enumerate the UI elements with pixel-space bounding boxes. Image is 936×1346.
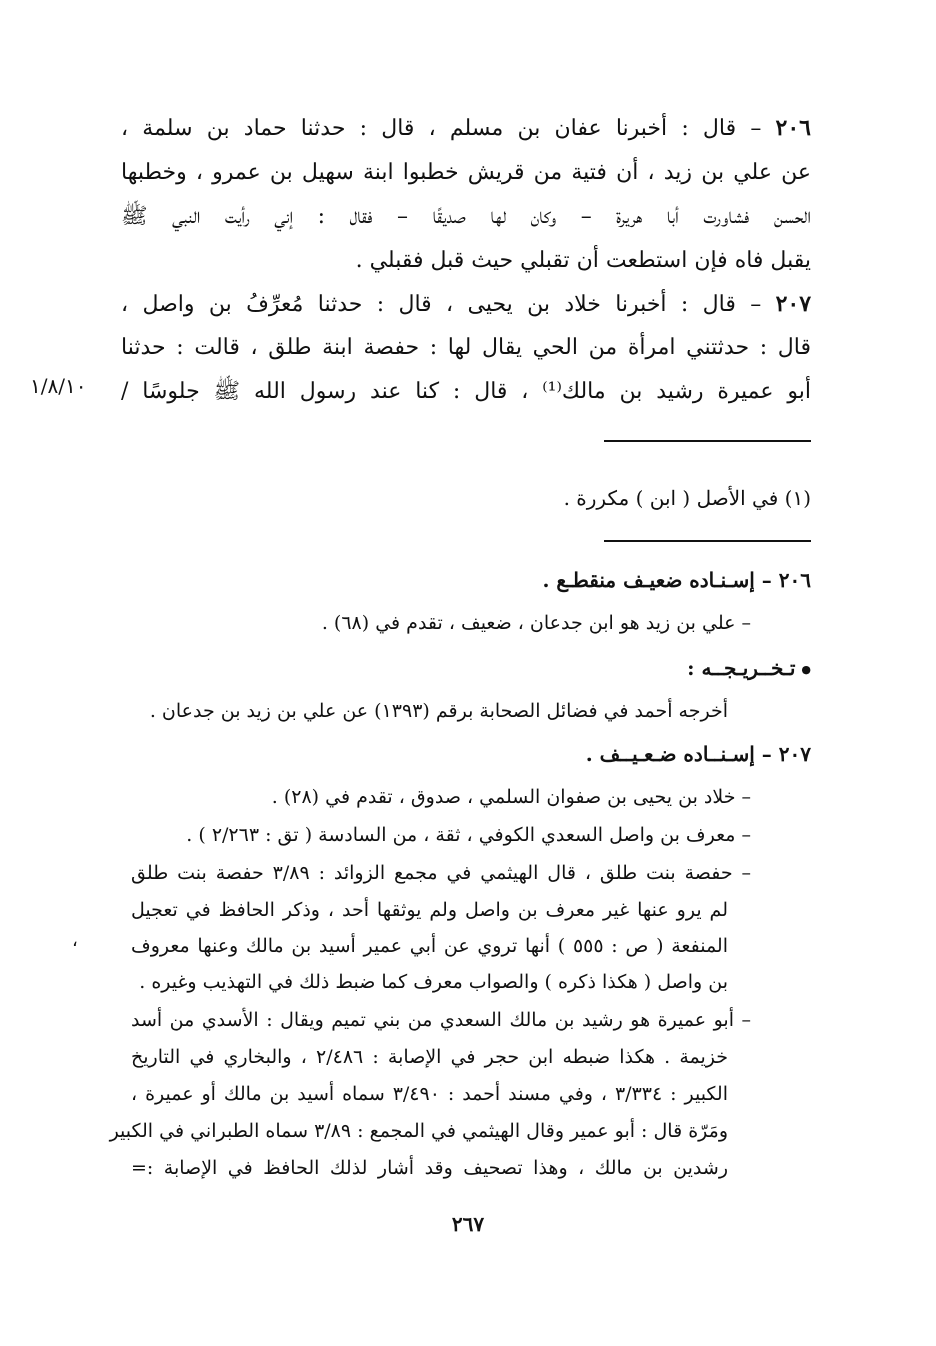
abu-umayra-item: – أبو عميرة هو رشيد بن مالك السعدي من بني تميم ويقال : الأسدي من أسد (131, 1009, 751, 1031)
hadith-206-number: ٢٠٦ (775, 115, 811, 141)
page-number: ٢٦٧ (451, 1212, 485, 1236)
hadith-206-line-4: يقبل فاه فإن استطعت أن تقبلي حيث قبل فقبلي . (355, 248, 811, 273)
commentary-divider (604, 540, 811, 542)
commentary-207-heading: ٢٠٧ – إسـنــاده ضـعـيــف . (585, 742, 811, 766)
footnote-divider (604, 440, 811, 442)
commentary-207-item-2: – معرف بن واصل السعدي الكوفي ، ثقة ، من السادسة ( تق : ٢/٢٦٣ ) . (186, 824, 751, 846)
hadith-206-line-2: عن علي بن زيد ، أن فتية من قريش خطبوا ابنة سهيل بن عمرو ، وخطبها (121, 160, 811, 185)
commentary-207-item-1: – خلاد بن يحيى بن صفوان السلمي ، صدوق ، تقدم في (٢٨) . (271, 786, 751, 808)
abu-umayra-cont-2: الكبير : ٣/٣٣٤ ، وفي مسند أحمد : ٣/٤٩٠ سماه أسيد بن مالك أو عميرة ، (131, 1083, 728, 1105)
hafsa-cont-1: لم يرو عنها غير معرف بن واصل ولم يوثقها أحد ، وذكر الحافظ في تعجيل (131, 899, 728, 921)
abu-umayra-cont-1: خزيمة . هكذا ضبطه ابن حجر في الإصابة : ٢/٤٨٦ ، والبخاري في التاريخ (131, 1046, 729, 1068)
commentary-206-item-1: – علي بن زيد هو ابن جدعان ، ضعيف ، تقدم في (٦٨) . (321, 612, 751, 634)
commentary-207-item-3: – حفصة بنت طلق ، قال الهيثمي في مجمع الزوائد : ٣/٨٩ حفصة بنت طلق (131, 862, 751, 884)
footnote: (١) في الأصل ( ابن ) مكررة . (563, 486, 811, 510)
hadith-207-line-2: قال : حدثتني امرأة من الحي يقال لها : حفصة ابنة طلق ، قالت : حدثنا (121, 335, 811, 360)
hadith-207-text-1: – قال : أخبرنا خلاد بن يحيى ، قال : حدثنا مُعرِّفُ بن واصل ، (121, 292, 762, 317)
hadith-207-number: ٢٠٧ (775, 291, 812, 317)
hafsa-cont-2: المنفعة ( ص : ٥٥٥ ) أنها تروي عن أبي عمير أسيد بن مالك وعنها معروف (131, 935, 728, 957)
hafsa-cont-3: بن واصل ( هكذا ذكره ) والصواب معرف كما ضبط ذلك في التهذيب وغيره . (139, 971, 728, 993)
abu-umayra-cont-3: ومَرّة قال : أبو عمير وقال الهيثمي في المجمع : ٣/٨٩ سماه الطبراني في الكبير (109, 1120, 728, 1142)
hadith-206-line-3: الحسن فشاورت أبا هريرة – وكان لها صديقًا – فقال : إني رأيت النبي ﷺ (121, 204, 811, 229)
hadith-206-text-1: – قال : أخبرنا عفان بن مسلم ، قال : حدثنا حماد بن سلمة ، (121, 116, 762, 141)
commentary-206-heading: ٢٠٦ – إسـنـاده ضعيـف منقطـع . (542, 568, 811, 592)
margin-mark: ، (72, 930, 78, 951)
takhrij-heading: ● تـخــريـجــه : (121, 650, 811, 688)
abu-umayra-cont-4: رشدين بن مالك ، وهذا تصحيف وقد أشار لذلك الحافظ في الإصابة := (131, 1157, 728, 1179)
hadith-206-line-1 (121, 108, 811, 149)
takhrij-text: أخرجه أحمد في فضائل الصحابة برقم (١٣٩٣) عن علي بن زيد بن جدعان . (149, 700, 728, 722)
hadith-207-line-3: أبو عميرة رشيد بن مالك⁽¹⁾ ، قال : كنا عند رسول الله ﷺ جلوسًا / (121, 379, 811, 404)
hadith-207-line-1 (121, 284, 811, 325)
margin-reference: ١/٨/١٠ (30, 374, 87, 398)
